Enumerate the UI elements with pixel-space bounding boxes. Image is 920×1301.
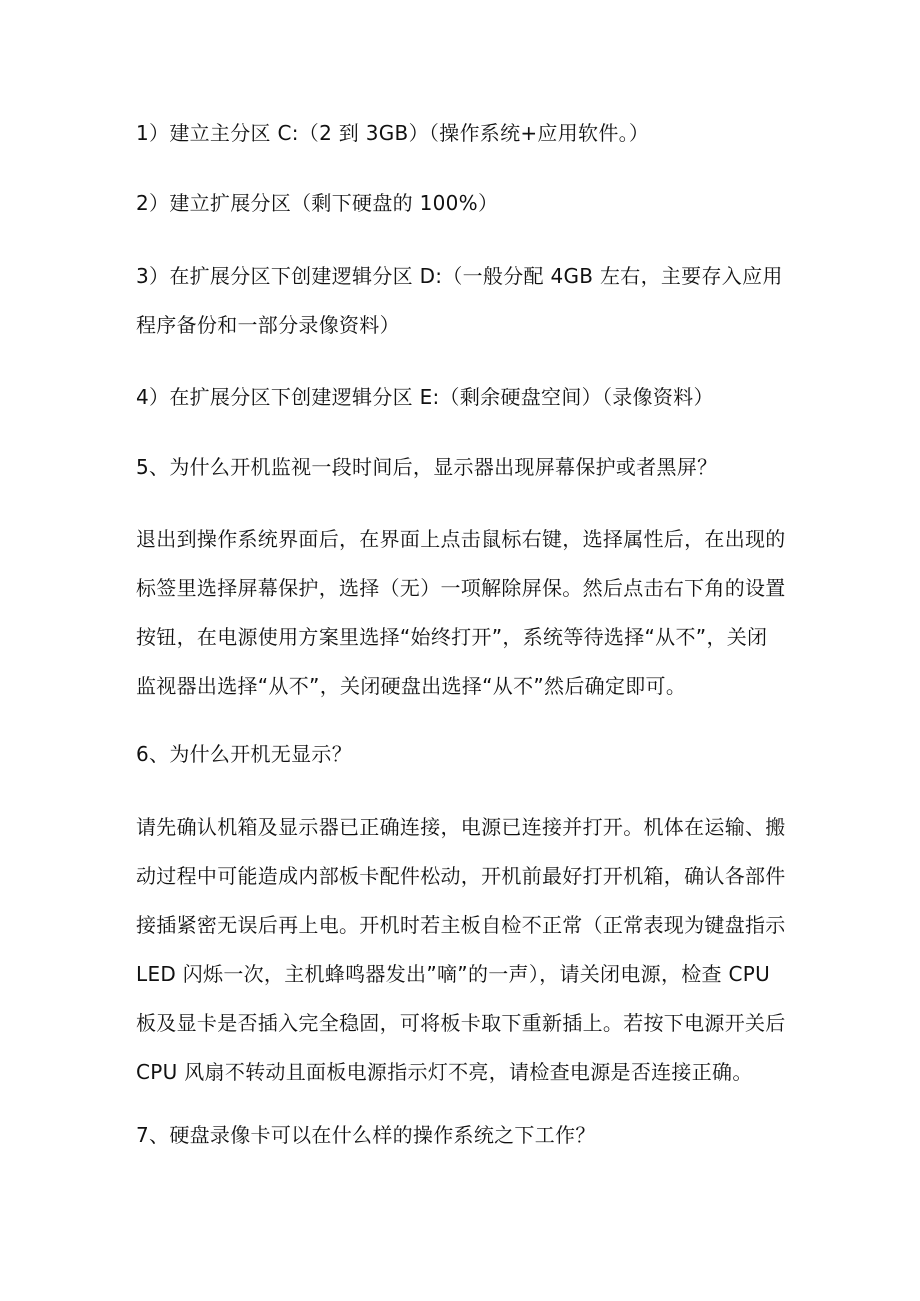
text-line: 动过程中可能造成内部板卡配件松动，开机前最好打开机箱，确认各部件 <box>136 864 786 888</box>
step-1-paragraph <box>136 109 786 158</box>
text-line: 4）在扩展分区下创建逻辑分区 E:（剩余硬盘空间）（录像资料） <box>136 385 714 409</box>
text-line: 按钮，在电源使用方案里选择“始终打开”，系统等待选择“从不”，关闭 <box>136 625 768 649</box>
text-line: 7、硬盘录像卡可以在什么样的操作系统之下工作？ <box>136 1123 596 1147</box>
text-line: 退出到操作系统界面后，在界面上点击鼠标右键，选择属性后，在出现的 <box>136 527 786 551</box>
answer-5-paragraph <box>136 515 786 711</box>
text-line: 板及显卡是否插入完全稳固，可将板卡取下重新插上。若按下电源开关后 <box>136 1011 786 1035</box>
text-line: 监视器出选择“从不”，关闭硬盘出选择“从不”然后确定即可。 <box>136 674 687 698</box>
answer-6-paragraph <box>136 803 786 1097</box>
step-3-paragraph <box>136 252 786 350</box>
text-line: 1）建立主分区 C:（2 到 3GB）（操作系统+应用软件。） <box>136 121 650 145</box>
text-line: CPU 风扇不转动且面板电源指示灯不亮，请检查电源是否连接正确。 <box>136 1060 753 1084</box>
question-6-heading <box>136 730 786 779</box>
text-line: 2）建立扩展分区（剩下硬盘的 100%） <box>136 191 499 215</box>
text-line: 5、为什么开机监视一段时间后，显示器出现屏幕保护或者黑屏？ <box>136 455 718 479</box>
text-line: 接插紧密无误后再上电。开机时若主板自检不正常（正常表现为键盘指示 <box>136 913 786 937</box>
text-line: 6、为什么开机无显示？ <box>136 742 353 766</box>
text-line: LED 闪烁一次，主机蜂鸣器发出”嘀”的一声），请关闭电源，检查 CPU <box>136 962 771 986</box>
text-line: 标签里选择屏幕保护，选择（无）一项解除屏保。然后点击右下角的设置 <box>136 576 786 600</box>
step-4-paragraph <box>136 373 786 422</box>
question-5-heading <box>136 443 786 492</box>
question-7-heading <box>136 1111 786 1160</box>
step-2-paragraph <box>136 179 786 228</box>
text-line: 请先确认机箱及显示器已正确连接，电源已连接并打开。机体在运输、搬 <box>136 815 786 839</box>
text-line: 3）在扩展分区下创建逻辑分区 D:（一般分配 4GB 左右，主要存入应用 <box>136 264 783 288</box>
text-line: 程序备份和一部分录像资料） <box>136 313 400 337</box>
